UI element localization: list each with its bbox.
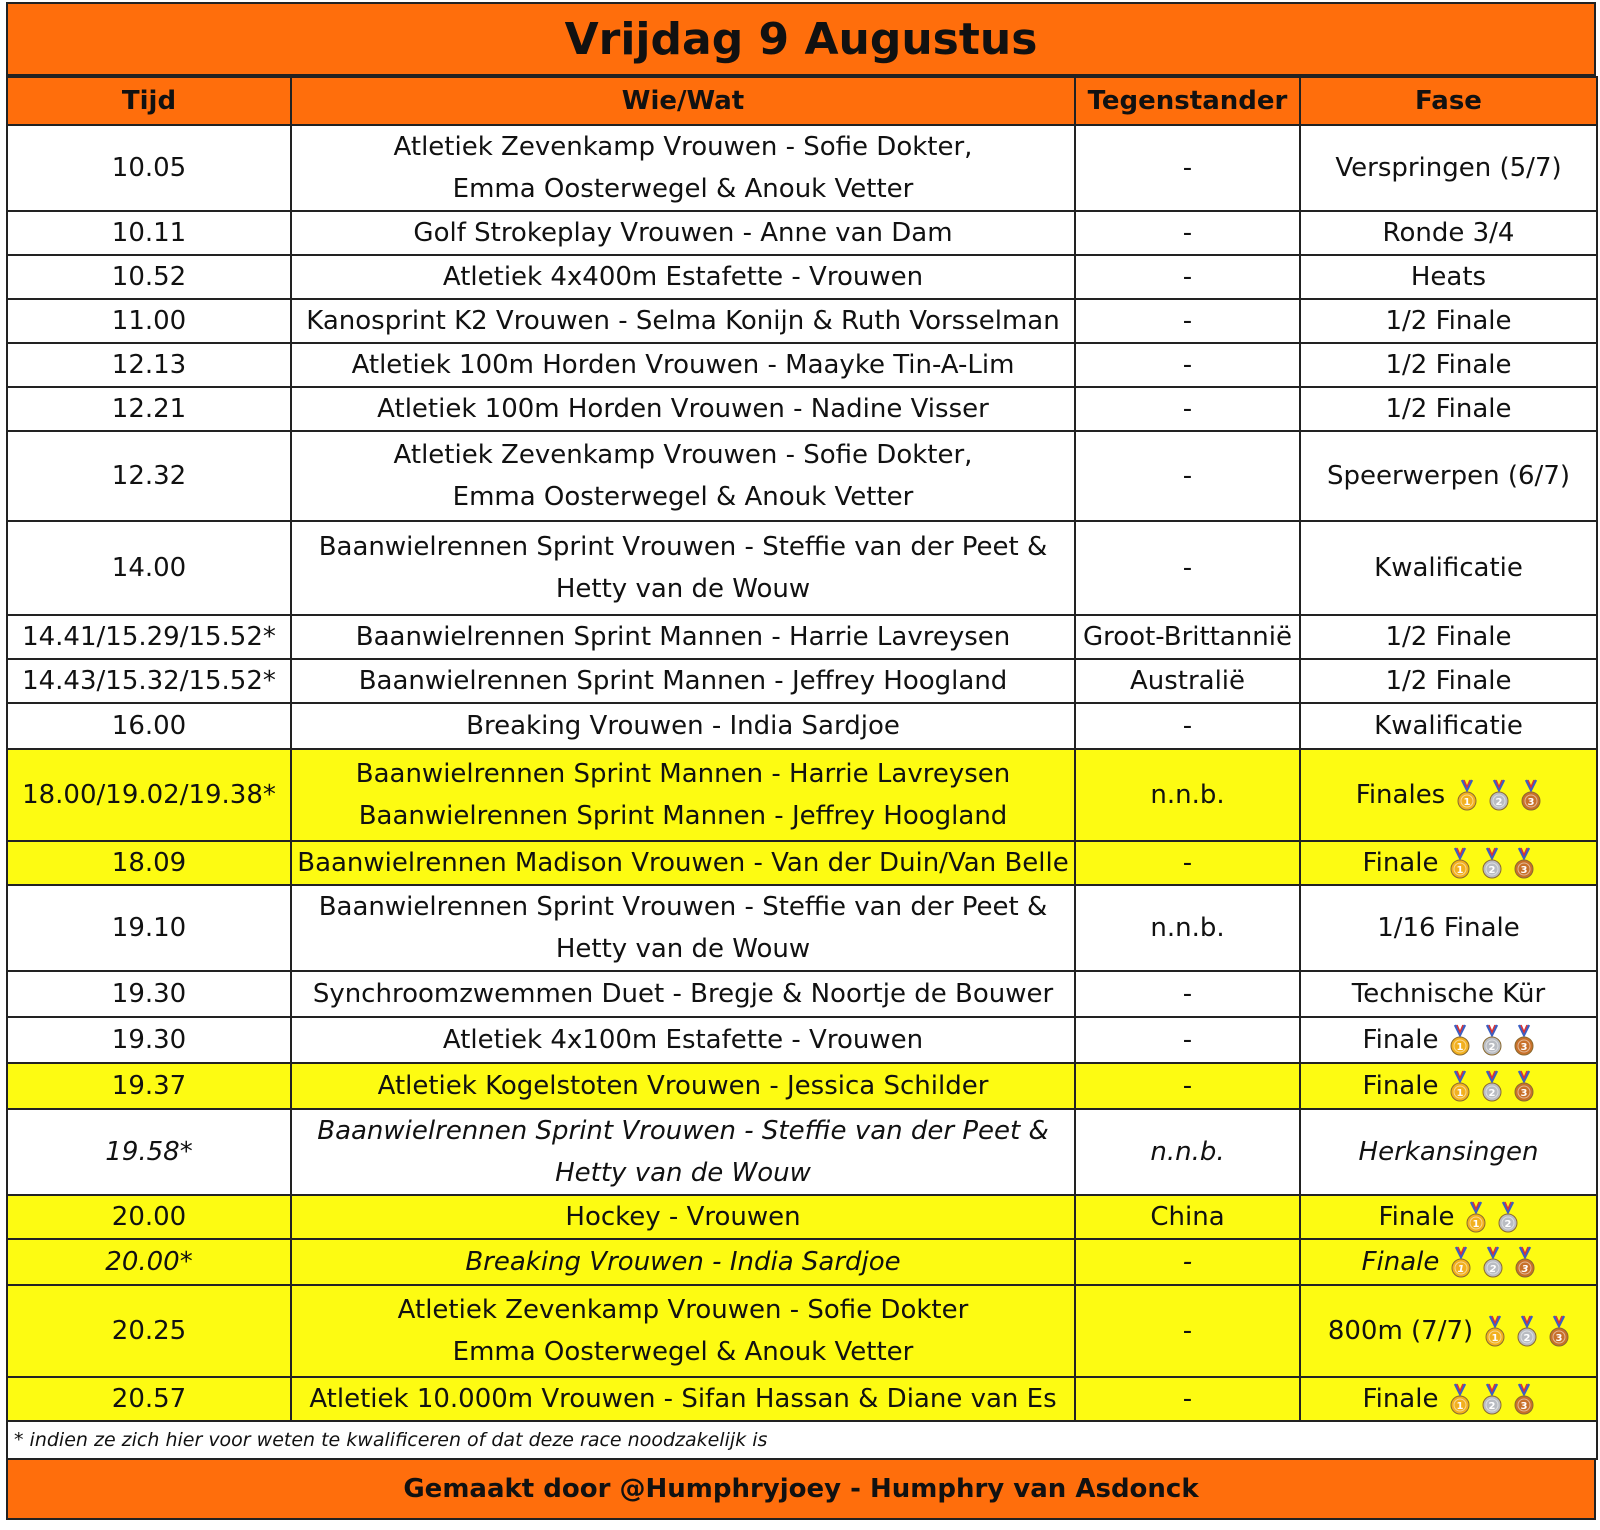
event-cell <box>291 255 1075 299</box>
time-cell: 14.43/15.32/15.52* <box>7 659 291 703</box>
event-cell <box>291 387 1075 431</box>
table-row <box>7 1195 1597 1239</box>
svg-text:3: 3 <box>1521 1263 1529 1275</box>
phase-label: 1/2 Finale <box>1385 306 1512 336</box>
svg-text:1: 1 <box>1457 1263 1465 1275</box>
svg-text:2: 2 <box>1488 1087 1496 1099</box>
event-line: Breaking Vrouwen - India Sardjoe <box>465 1247 901 1277</box>
event-line: Atletiek Zevenkamp Vrouwen - Sofie Dokter, <box>393 440 973 470</box>
event-line: Baanwielrennen Sprint Vrouwen - Steffie van der Peet & <box>317 1116 1049 1146</box>
phase-label: 1/16 Finale <box>1377 913 1520 943</box>
phase-label: 1/2 Finale <box>1385 666 1512 696</box>
gold-medal-icon <box>1451 1246 1471 1280</box>
event-line: Baanwielrennen Sprint Mannen - Harrie Lavreysen <box>355 622 1011 652</box>
event-line: Golf Strokeplay Vrouwen - Anne van Dam <box>413 218 953 248</box>
svg-text:2: 2 <box>1489 1263 1497 1275</box>
phase-label: Kwalificatie <box>1374 553 1523 583</box>
phase-label: 1/2 Finale <box>1385 394 1512 424</box>
bronze-medal-icon <box>1521 779 1541 813</box>
time-cell: 19.37 <box>7 1063 291 1109</box>
event-cell <box>291 885 1075 971</box>
svg-text:3: 3 <box>1520 1041 1528 1053</box>
opponent-cell: - <box>1075 521 1300 615</box>
svg-text:1: 1 <box>1491 1332 1499 1344</box>
phase-cell <box>1300 299 1597 343</box>
table-row <box>7 125 1597 211</box>
header-opponent: Tegenstander <box>1075 77 1300 125</box>
phase-cell <box>1300 615 1597 659</box>
phase-cell <box>1300 749 1597 841</box>
svg-text:1: 1 <box>1456 1400 1464 1412</box>
table-row <box>7 971 1597 1017</box>
event-line: Atletiek Kogelstoten Vrouwen - Jessica Schilder <box>377 1071 989 1101</box>
event-line: Atletiek 100m Horden Vrouwen - Maayke Tin-A-Lim <box>351 350 1015 380</box>
silver-medal-icon <box>1483 1246 1503 1280</box>
table-row <box>7 343 1597 387</box>
phase-cell <box>1300 1195 1597 1239</box>
event-line: Breaking Vrouwen - India Sardjoe <box>466 711 900 741</box>
gold-medal-icon <box>1450 1070 1470 1104</box>
header-phase: Fase <box>1300 77 1597 125</box>
event-line: Baanwielrennen Madison Vrouwen - Van der Duin/Van Belle <box>297 848 1069 878</box>
svg-text:3: 3 <box>1555 1332 1563 1344</box>
table-row <box>7 1285 1597 1377</box>
table-row <box>7 659 1597 703</box>
phase-label: Finale <box>1378 1202 1455 1232</box>
event-line: Hetty van de Wouw <box>555 934 811 964</box>
table-row <box>7 1017 1597 1063</box>
table-row <box>7 1063 1597 1109</box>
svg-text:1: 1 <box>1472 1218 1480 1230</box>
silver-medal-icon <box>1489 779 1509 813</box>
table-row <box>7 299 1597 343</box>
bronze-medal-icon <box>1514 847 1534 881</box>
silver-medal-icon <box>1482 1383 1502 1417</box>
opponent-cell: - <box>1075 255 1300 299</box>
time-cell: 12.32 <box>7 431 291 521</box>
opponent-cell: - <box>1075 1239 1300 1285</box>
event-cell <box>291 659 1075 703</box>
event-line: Atletiek Zevenkamp Vrouwen - Sofie Dokter <box>397 1295 969 1325</box>
gold-medal-icon <box>1466 1201 1486 1235</box>
event-cell <box>291 431 1075 521</box>
phase-label: Finale <box>1362 1384 1439 1414</box>
event-line: Atletiek 100m Horden Vrouwen - Nadine Visser <box>377 394 989 424</box>
opponent-cell: Australië <box>1075 659 1300 703</box>
event-line: Baanwielrennen Sprint Mannen - Jeffrey Hoogland <box>358 666 1008 696</box>
phase-label: Speerwerpen (6/7) <box>1326 461 1570 491</box>
time-cell: 12.21 <box>7 387 291 431</box>
event-line: Hetty van de Wouw <box>555 1158 811 1188</box>
event-line: Emma Oosterwegel & Anouk Vetter <box>452 482 914 512</box>
phase-label: 800m (7/7) <box>1327 1316 1474 1346</box>
event-cell <box>291 749 1075 841</box>
phase-label: Kwalificatie <box>1374 711 1523 741</box>
gold-medal-icon <box>1457 779 1477 813</box>
phase-cell <box>1300 659 1597 703</box>
event-cell <box>291 703 1075 749</box>
svg-text:3: 3 <box>1520 1087 1528 1099</box>
time-cell: 20.00* <box>7 1239 291 1285</box>
event-line: Emma Oosterwegel & Anouk Vetter <box>452 1337 914 1367</box>
opponent-cell: - <box>1075 343 1300 387</box>
footer-credit: Gemaakt door @Humphryjoey - Humphry van Asdonck <box>6 1460 1596 1520</box>
page-title: Vrijdag 9 Augustus <box>6 2 1596 76</box>
event-line: Atletiek 4x400m Estafette - Vrouwen <box>442 262 924 292</box>
time-cell: 19.30 <box>7 971 291 1017</box>
phase-cell <box>1300 1285 1597 1377</box>
schedule-sheet <box>6 2 1596 1520</box>
time-cell: 19.10 <box>7 885 291 971</box>
opponent-cell: - <box>1075 125 1300 211</box>
opponent-cell: - <box>1075 1017 1300 1063</box>
time-cell: 19.58* <box>7 1109 291 1195</box>
silver-medal-icon <box>1482 847 1502 881</box>
phase-label: Technische Kür <box>1351 979 1546 1009</box>
phase-cell <box>1300 343 1597 387</box>
phase-label: Finale <box>1362 1025 1439 1055</box>
phase-cell <box>1300 125 1597 211</box>
header-row <box>7 77 1597 125</box>
event-line: Emma Oosterwegel & Anouk Vetter <box>452 174 914 204</box>
opponent-cell: n.n.b. <box>1075 749 1300 841</box>
phase-label: Finales <box>1355 780 1446 810</box>
event-cell <box>291 1063 1075 1109</box>
phase-label: Heats <box>1410 262 1487 292</box>
gold-medal-icon <box>1450 1024 1470 1058</box>
svg-text:2: 2 <box>1495 796 1503 808</box>
svg-text:1: 1 <box>1463 796 1471 808</box>
time-cell: 20.57 <box>7 1377 291 1421</box>
phase-cell <box>1300 1109 1597 1195</box>
opponent-cell: - <box>1075 971 1300 1017</box>
phase-label: Herkansingen <box>1358 1137 1539 1167</box>
svg-text:3: 3 <box>1520 864 1528 876</box>
opponent-cell: - <box>1075 431 1300 521</box>
gold-medal-icon <box>1450 847 1470 881</box>
svg-text:2: 2 <box>1488 1041 1496 1053</box>
table-row <box>7 431 1597 521</box>
phase-cell <box>1300 1017 1597 1063</box>
opponent-cell: - <box>1075 703 1300 749</box>
phase-cell <box>1300 521 1597 615</box>
table-row <box>7 1239 1597 1285</box>
svg-text:2: 2 <box>1523 1332 1531 1344</box>
silver-medal-icon <box>1517 1315 1537 1349</box>
event-cell <box>291 841 1075 885</box>
time-cell: 16.00 <box>7 703 291 749</box>
time-cell: 10.11 <box>7 211 291 255</box>
opponent-cell: - <box>1075 299 1300 343</box>
gold-medal-icon <box>1485 1315 1505 1349</box>
event-cell <box>291 1017 1075 1063</box>
event-line: Baanwielrennen Sprint Mannen - Harrie Lavreysen <box>355 759 1011 789</box>
event-cell <box>291 1195 1075 1239</box>
phase-label: Finale <box>1361 1247 1440 1277</box>
event-cell <box>291 1239 1075 1285</box>
table-row <box>7 387 1597 431</box>
svg-text:2: 2 <box>1488 1400 1496 1412</box>
phase-cell <box>1300 885 1597 971</box>
time-cell: 20.00 <box>7 1195 291 1239</box>
table-row <box>7 841 1597 885</box>
time-cell: 20.25 <box>7 1285 291 1377</box>
time-cell: 10.52 <box>7 255 291 299</box>
opponent-cell: - <box>1075 387 1300 431</box>
event-cell <box>291 125 1075 211</box>
table-row <box>7 615 1597 659</box>
event-cell <box>291 299 1075 343</box>
svg-text:1: 1 <box>1456 1041 1464 1053</box>
svg-text:2: 2 <box>1488 864 1496 876</box>
svg-text:1: 1 <box>1456 1087 1464 1099</box>
event-cell <box>291 971 1075 1017</box>
event-line: Atletiek 10.000m Vrouwen - Sifan Hassan & Diane van Es <box>309 1384 1057 1414</box>
event-cell <box>291 1109 1075 1195</box>
table-row <box>7 885 1597 971</box>
table-row <box>7 1109 1597 1195</box>
time-cell: 12.13 <box>7 343 291 387</box>
time-cell: 18.09 <box>7 841 291 885</box>
event-cell <box>291 615 1075 659</box>
svg-text:3: 3 <box>1527 796 1535 808</box>
footnote: * indien ze zich hier voor weten te kwalificeren of dat deze race noodzakelijk is <box>7 1421 1597 1459</box>
table-row <box>7 1377 1597 1421</box>
header-what: Wie/Wat <box>291 77 1075 125</box>
bronze-medal-icon <box>1549 1315 1569 1349</box>
bronze-medal-icon <box>1515 1246 1535 1280</box>
header-time: Tijd <box>7 77 291 125</box>
table-row <box>7 703 1597 749</box>
event-line: Atletiek Zevenkamp Vrouwen - Sofie Dokter, <box>393 132 973 162</box>
time-cell: 14.00 <box>7 521 291 615</box>
svg-text:2: 2 <box>1504 1218 1512 1230</box>
event-cell <box>291 1285 1075 1377</box>
opponent-cell: - <box>1075 1063 1300 1109</box>
phase-cell <box>1300 431 1597 521</box>
phase-label: Verspringen (5/7) <box>1335 153 1562 183</box>
opponent-cell: - <box>1075 1285 1300 1377</box>
gold-medal-icon <box>1450 1383 1470 1417</box>
opponent-cell: - <box>1075 841 1300 885</box>
event-line: Atletiek 4x100m Estafette - Vrouwen <box>442 1025 924 1055</box>
opponent-cell: n.n.b. <box>1075 1109 1300 1195</box>
event-line: Hockey - Vrouwen <box>565 1202 801 1232</box>
opponent-cell: Groot-Brittannië <box>1075 615 1300 659</box>
phase-cell <box>1300 211 1597 255</box>
event-cell <box>291 1377 1075 1421</box>
silver-medal-icon <box>1482 1024 1502 1058</box>
bronze-medal-icon <box>1514 1070 1534 1104</box>
time-cell: 18.00/19.02/19.38* <box>7 749 291 841</box>
phase-cell <box>1300 971 1597 1017</box>
phase-cell <box>1300 841 1597 885</box>
phase-cell <box>1300 703 1597 749</box>
event-line: Baanwielrennen Sprint Vrouwen - Steffie van der Peet & <box>318 532 1048 562</box>
table-row <box>7 749 1597 841</box>
opponent-cell: China <box>1075 1195 1300 1239</box>
opponent-cell: - <box>1075 1377 1300 1421</box>
bronze-medal-icon <box>1514 1383 1534 1417</box>
phase-label: Ronde 3/4 <box>1382 218 1515 248</box>
phase-cell <box>1300 255 1597 299</box>
event-line: Hetty van de Wouw <box>555 574 811 604</box>
phase-label: 1/2 Finale <box>1385 622 1512 652</box>
phase-cell <box>1300 1063 1597 1109</box>
time-cell: 19.30 <box>7 1017 291 1063</box>
footnote-row <box>7 1421 1597 1459</box>
event-line: Baanwielrennen Sprint Vrouwen - Steffie van der Peet & <box>318 892 1048 922</box>
schedule-table <box>6 76 1598 1460</box>
event-cell <box>291 211 1075 255</box>
phase-cell <box>1300 387 1597 431</box>
table-row <box>7 255 1597 299</box>
event-cell <box>291 521 1075 615</box>
event-line: Synchroomzwemmen Duet - Bregje & Noortje de Bouwer <box>312 979 1054 1009</box>
opponent-cell: - <box>1075 211 1300 255</box>
svg-text:1: 1 <box>1456 864 1464 876</box>
table-row <box>7 211 1597 255</box>
table-row <box>7 521 1597 615</box>
svg-text:3: 3 <box>1520 1400 1528 1412</box>
opponent-cell: n.n.b. <box>1075 885 1300 971</box>
event-line: Kanosprint K2 Vrouwen - Selma Konijn & Ruth Vorsselman <box>306 306 1060 336</box>
event-line: Baanwielrennen Sprint Mannen - Jeffrey Hoogland <box>358 801 1008 831</box>
phase-cell <box>1300 1239 1597 1285</box>
time-cell: 11.00 <box>7 299 291 343</box>
silver-medal-icon <box>1482 1070 1502 1104</box>
phase-label: 1/2 Finale <box>1385 350 1512 380</box>
time-cell: 10.05 <box>7 125 291 211</box>
event-cell <box>291 343 1075 387</box>
bronze-medal-icon <box>1514 1024 1534 1058</box>
time-cell: 14.41/15.29/15.52* <box>7 615 291 659</box>
silver-medal-icon <box>1498 1201 1518 1235</box>
phase-label: Finale <box>1362 848 1439 878</box>
phase-label: Finale <box>1362 1071 1439 1101</box>
phase-cell <box>1300 1377 1597 1421</box>
